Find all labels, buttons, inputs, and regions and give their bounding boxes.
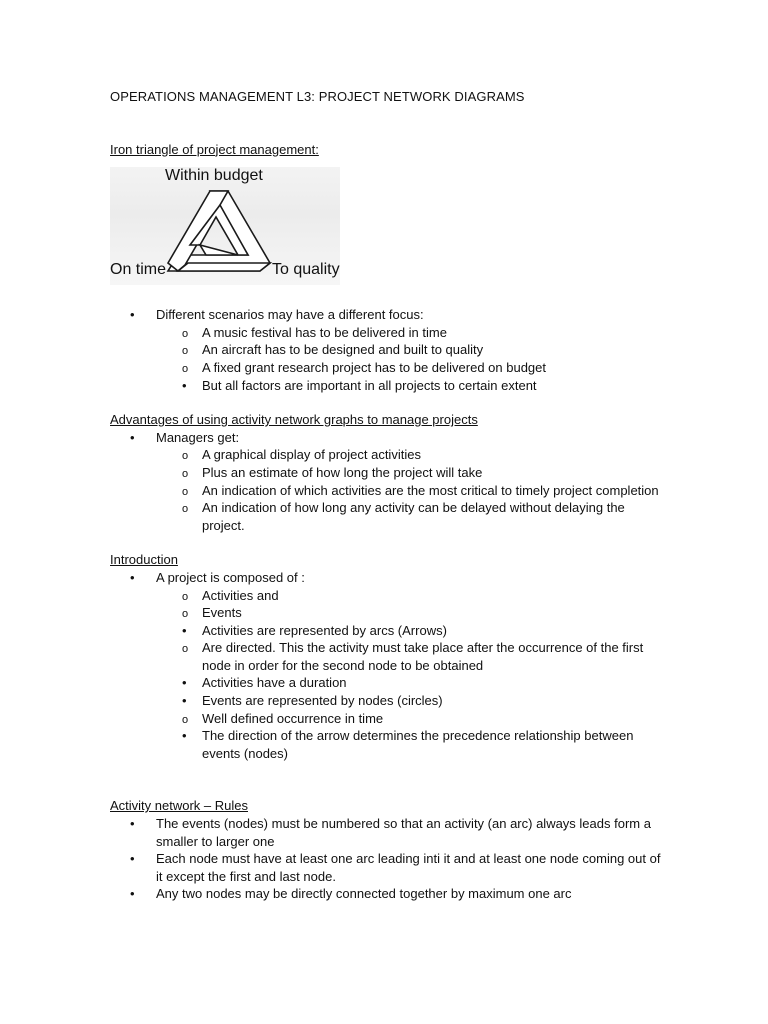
list-item-text: A graphical display of project activities [202,447,421,463]
label-within-budget: Within budget [165,167,263,185]
document-title: OPERATIONS MANAGEMENT L3: PROJECT NETWORK DIAGRAMS [110,89,525,104]
iron-triangle-figure [110,167,340,285]
bullet-dot [182,622,198,640]
list-item-text: A music festival has to be delivered in time [202,324,447,340]
bullet-dot [130,815,150,833]
label-on-time: On time [110,261,167,279]
bullet-dot [182,692,198,710]
bullet-list-introduction [110,569,670,763]
sub-list [156,324,670,394]
list-item-text: A fixed grant research project has to be delivered on budget [202,359,546,375]
section-heading-rules: Activity network – Rules [110,798,248,814]
section-heading-introduction: Introduction [110,552,178,568]
list-item-text: Well defined occurrence in time [202,710,384,726]
sub-list [156,446,670,534]
list-item [156,710,670,728]
list-item-text: Each node must have at least one arc leading inti it and at least one node coming out of it except the first and last node. [156,851,661,884]
list-item [110,815,670,850]
label-to-quality: To quality [272,261,340,279]
list-item-text: Activities and [202,587,279,603]
document-page [110,88,670,903]
bullet-list-rules [110,815,670,903]
bullet-list-advantages [110,429,670,535]
list-item [156,341,670,359]
list-item-text: The direction of the arrow determines the precedence relationship between events (nodes) [202,728,634,761]
section-heading-iron-triangle: Iron triangle of project management: [110,141,319,157]
bullet-dot [130,429,150,447]
list-item [156,377,670,395]
bullet-dot [130,569,150,587]
list-item [110,569,670,763]
list-item [156,324,670,342]
list-item-text: An indication of how long any activity can be delayed without delaying the project. [202,500,625,533]
list-item [156,446,670,464]
bullet-dot [130,306,150,324]
list-item [156,464,670,482]
bullet-dot [182,674,198,692]
list-item-text: An aircraft has to be designed and built to quality [202,342,484,358]
list-item-text: A project is composed of : [156,569,305,585]
list-item-text: Activities are represented by arcs (Arrows) [202,622,447,638]
list-item-text: Different scenarios may have a different focus: [156,307,424,323]
list-item [156,622,670,640]
bullet-circle [182,639,198,659]
list-item [156,604,670,622]
list-item [110,429,670,535]
list-item-text: Any two nodes may be directly connected together by maximum one arc [156,886,572,902]
list-item [156,727,670,762]
list-item [156,499,670,534]
list-item [156,692,670,710]
list-item-text: Plus an estimate of how long the project will take [202,464,483,480]
list-item [110,306,670,394]
list-item [156,587,670,605]
list-item [110,885,670,903]
list-item-text: Managers get: [156,429,240,445]
bullet-dot [182,727,198,745]
bullet-dot [130,850,150,868]
list-item [156,482,670,500]
section-heading-advantages: Advantages of using activity network graphs to manage projects [110,412,478,428]
list-item-text: An indication of which activities are the most critical to timely project completion [202,482,659,498]
list-item-text: But all factors are important in all projects to certain extent [202,377,537,393]
list-item [156,359,670,377]
list-item-text: Events are represented by nodes (circles) [202,693,443,709]
bullet-list-scenarios [110,306,670,394]
sub-list [156,587,670,763]
bullet-circle [182,499,198,519]
bullet-dot [130,885,150,903]
list-item [156,674,670,692]
bullet-dot [182,377,198,395]
list-item [110,850,670,885]
list-item-text: The events (nodes) must be numbered so that an activity (an arc) always leads form a smaller to larger one [156,816,651,849]
list-item-text: Activities have a duration [202,675,347,691]
list-item [156,639,670,674]
list-item-text: Events [202,605,242,621]
list-item-text: Are directed. This the activity must take place after the occurrence of the first node in order for the second node to be obtained [202,640,644,673]
